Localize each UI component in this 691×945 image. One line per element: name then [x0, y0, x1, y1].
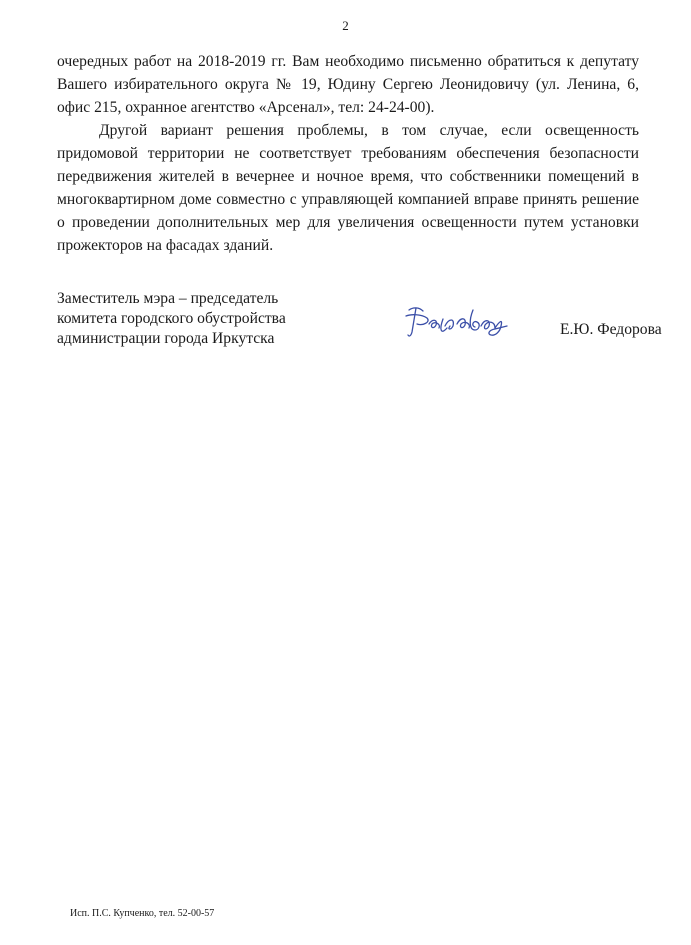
- position-line: комитета городского обустройства: [57, 310, 286, 327]
- signatory-position: [57, 289, 286, 349]
- paragraph-alternative-solution: Другой вариант решения проблемы, в том случае, если освещенность придомовой территории не соответствует требованиям обеспечения безопасности передвижения жителей в вечернее и ночное время, что собственники помещений в многоквартирном доме совместно с управляющей компанией вправе принять решение о проведении дополнительных мер для увеличения освещенности путем установки прожекторов на фасадах зданий.: [57, 122, 639, 254]
- page-number: 2: [342, 18, 349, 33]
- paragraph-continuation: очередных работ на 2018-2019 гг. Вам необходимо письменно обратиться к депутату Вашего избирательного округа № 19, Юдину Сергею Леонидовичу (ул. Ленина, 6, офис 215, охранное агентство «Арсенал», тел: 24-24-00).: [57, 53, 639, 116]
- signer-name: Е.Ю. Федорова: [560, 321, 662, 338]
- executor-footnote: Исп. П.С. Купченко, тел. 52-00-57: [70, 908, 215, 919]
- handwritten-signature: [403, 302, 513, 340]
- letter-body: [57, 50, 639, 257]
- position-line: Заместитель мэра – председатель: [57, 290, 279, 307]
- position-line: администрации города Иркутска: [57, 330, 275, 347]
